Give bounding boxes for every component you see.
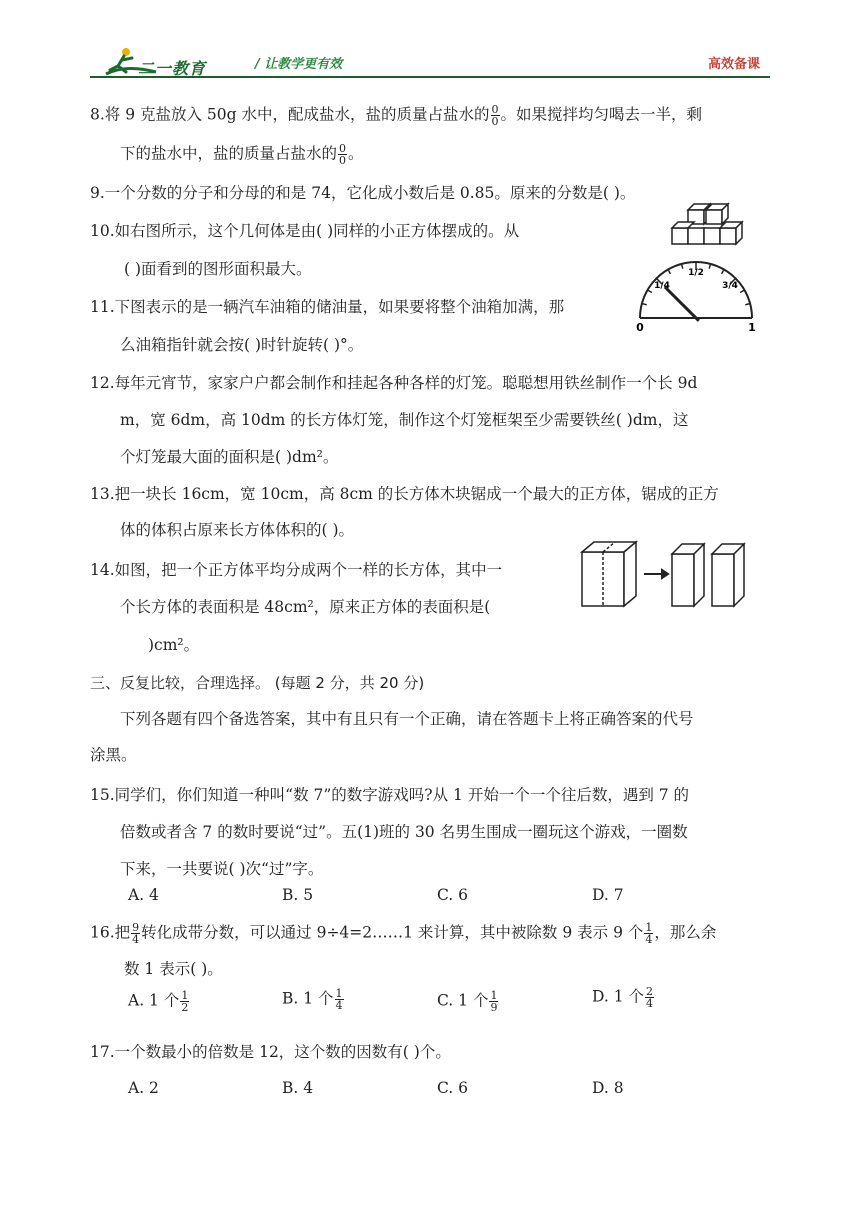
question-15-line-3: 下来，一共要说( )次“过”字。 (120, 860, 324, 878)
q17-option-d[interactable]: D. 8 (592, 1079, 624, 1097)
gauge-tick (682, 264, 683, 269)
question-12-line-2: m，宽 6dm，高 10dm 的长方体灯笼，制作这个灯笼框架至少需要铁丝( )dm，这 (120, 411, 689, 429)
q8-text-d: 。 (348, 144, 364, 163)
page-header (0, 0, 860, 80)
q16-option-b[interactable]: B. 1 个 $\frac{1}{4}$ (282, 987, 343, 1012)
question-10-line-1: 10.如右图所示，这个几何体是由( )同样的小正方体摆成的。从 (90, 222, 520, 240)
q17-option-a[interactable]: A. 2 (128, 1079, 159, 1097)
gauge-label-half: 1/2 (688, 268, 704, 278)
gauge-label-1: 1 (748, 321, 756, 332)
question-15-line-1: 15.同学们，你们知道一种叫“数 7”的数字游戏吗?从 1 开始一个一个往后数，遇到 7 的 (90, 786, 690, 804)
question-14-line-2: 个长方体的表面积是 48cm²，原来正方体的表面积是( (120, 598, 491, 616)
section-3-instruction-2: 涂黑。 (90, 746, 137, 764)
q15-option-a[interactable]: A. 4 (128, 886, 159, 904)
q15-option-d[interactable]: D. 7 (592, 886, 624, 904)
q8-fraction-2: $\frac{0}{0}$ (339, 142, 347, 167)
q15-option-b[interactable]: B. 5 (282, 886, 314, 904)
q8-text-a: 8.将 9 克盐放入 50g 水中，配成盐水，盐的质量占盐水的 (90, 105, 490, 124)
question-12-line-3: 个灯笼最大面的面积是( )dm²。 (120, 448, 339, 466)
question-11-line-2: 么油箱指针就会按( )时针旋转( )°。 (120, 336, 364, 354)
question-11-line-1: 11.下图表示的是一辆汽车油箱的储油量，如果要将整个油箱加满，那 (90, 298, 565, 316)
header-slogan: / 让教学更有效 (255, 57, 343, 72)
question-13-line-1: 13.把一块长 16cm，宽 10cm，高 8cm 的长方体木块锯成一个最大的正方体，锯成的正方 (90, 485, 719, 503)
section-3-title: 三、反复比较，合理选择。 (每题 2 分，共 20 分) (90, 674, 425, 692)
cube-stack-figure (668, 198, 748, 252)
q16-option-c[interactable]: C. 1 个 $\frac{1}{9}$ (437, 989, 498, 1014)
arrow-right-icon (644, 570, 668, 578)
gauge-label-three-quarter: 3/4 (722, 281, 738, 291)
question-9: 9.一个分数的分子和分母的和是 74，它化成小数后是 0.85。原来的分数是( )。 (90, 184, 636, 202)
gauge-tick (745, 304, 750, 305)
q17-option-b[interactable]: B. 4 (282, 1079, 314, 1097)
gauge-tick (668, 270, 671, 274)
q16-fraction-1-4: $\frac{1}{4}$ (645, 921, 653, 946)
question-12-line-1: 12.每年元宵节，家家户户都会制作和挂起各种各样的灯笼。聪聪想用铁丝制作一个长 9d (90, 374, 698, 392)
q16-text-a: 16.把 (90, 923, 131, 942)
section-3-instruction-1: 下列各题有四个备选答案，其中有且只有一个正确，请在答题卡上将正确答案的代号 (120, 710, 694, 728)
gauge-tick (722, 270, 725, 274)
gauge-tick (740, 290, 744, 293)
q16-option-a[interactable]: A. 1 个 $\frac{1}{2}$ (128, 989, 189, 1014)
question-8-line-1 (90, 104, 702, 127)
q16-option-d[interactable]: D. 1 个 $\frac{2}{4}$ (592, 985, 654, 1010)
q16-text-b: 转化成带分数，可以通过 9÷4=2……1 来计算，其中被除数 9 表示 9 个 (141, 923, 644, 942)
q16-fraction-9-4: $\frac{9}{4}$ (132, 921, 140, 946)
q15-option-c[interactable]: C. 6 (437, 886, 469, 904)
gauge-tick (642, 304, 647, 305)
header-tag: 高效备课 (707, 57, 760, 72)
q17-option-c[interactable]: C. 6 (437, 1079, 469, 1097)
fuel-gauge-figure (632, 256, 760, 332)
q8-text-b: 。如果搅拌均匀喝去一半，剩 (500, 105, 703, 124)
question-14-line-1: 14.如图，把一个正方体平均分成两个一样的长方体，其中一 (90, 561, 503, 579)
gauge-needle (665, 287, 699, 321)
q8-fraction-1: $\frac{0}{0}$ (491, 103, 499, 128)
question-15-line-2: 倍数或者含 7 的数时要说“过”。五(1)班的 30 名男生围成一圈玩这个游戏，一圈数 (120, 823, 688, 841)
gauge-tick (709, 264, 710, 269)
question-8-line-2 (120, 143, 364, 166)
gauge-tick (648, 290, 652, 293)
question-13-line-2: 体的体积占原来长方体体积的( )。 (120, 521, 355, 539)
logo-text: 二一教育 (138, 59, 207, 78)
q8-text-c: 下的盐水中，盐的质量占盐水的 (120, 144, 338, 163)
gauge-label-quarter: 1/4 (654, 281, 670, 291)
q16-text-c: ，那么余 (654, 923, 717, 942)
question-16-line-2: 数 1 表示( )。 (124, 960, 223, 978)
question-17: 17.一个数最小的倍数是 12，这个数的因数有( )个。 (90, 1043, 451, 1061)
cube-split-figure (578, 538, 750, 610)
gauge-label-0: 0 (636, 321, 644, 332)
question-10-line-2: ( )面看到的图形面积最大。 (124, 260, 312, 278)
question-14-line-3: )cm²。 (148, 636, 200, 654)
header-rule (90, 76, 770, 78)
question-16-line-1 (90, 922, 716, 945)
